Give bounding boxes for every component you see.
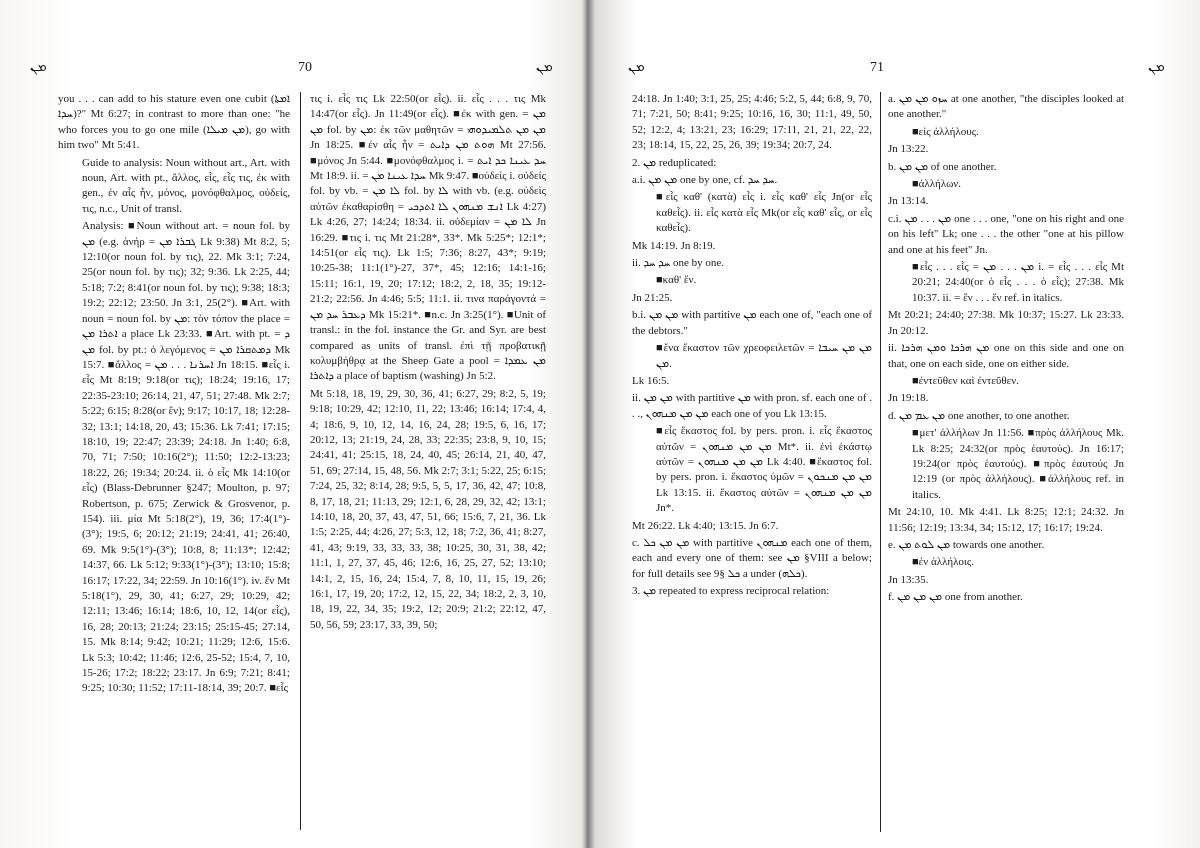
left-column-2 [310, 92, 546, 635]
entry-paragraph: Jn 13:22. [888, 143, 929, 156]
entry-paragraph: ■εἷς καθ' (κατὰ) εἷς i. εἷς καθ' εἷς Jn(or εἷς καθεἷς). ii. εἷς κατὰ εἷς Mk(or εἷς καθ' εἷς, or εἷς καθεἷς). [656, 191, 872, 235]
entry-paragraph: Mt 26:22. Lk 4:40; 13:15. Jn 6:7. [632, 519, 779, 532]
left-column-1 [58, 92, 290, 699]
entry-paragraph: Mt 5:18, 18, 19, 29, 30, 36, 41; 6:27, 29; 8:2, 5, 19; 9:18; 10:29, 42; 12:10, 11, 22; 13:46; 16:14; 17:4, 4, 4; 18:6, 9, 10, 12, 14, 16, 24, 28; 19:5, 6, 16, 17; 20:12, 13; 21:19, 24, 28, 33; 22:35; 23:8, 9, 10, 15; 24:41, 41; 25:15, 18, 24, 40, 45; 26:14, 21, 40, 47, 51, 69; 27:14, 15, 48, 56. Mk 2:7; 3:1; 5:22, 25; 6:15; 7:24, 25, 32; 8:14, 28; 9:5, 5, 5, 17, 36, 42, 47; 10:8, 8, 17, 18, 21; 11:13, 29; 12:1, 6, 28, 29, 32, 42; 13:1; 14:10, 18, 20, 37, 43, 47, 51, 66; 15:6, 7, 21, 36. Lk 1:5; 2:25, 44; 4:26, 27; 5:3, 12, 18; 7:2, 36, 41; 8:27, 41, 43; 9:19, 33, 33, 33, 38; 10:25, 30, 31, 38, 42; 11:1, 1, 27, 37, 45, 46; 12:6, 16, 25, 27, 52; 13:10; 14:1, 2, 15, 16, 24; 15:4, 7, 8, 10, 11, 15, 19, 26; 16:1, 17, 19, 20; 17:2, 12, 15, 22, 34; 18:2, 2, 3, 10, 18, 19, 22, 34, 35; 19:2, 12; 20:9; 21:2; 22:12, 47, 50, 56, 59; 23:17, 33, 39, 50; [310, 387, 546, 631]
entry-paragraph: f. ܡܢ ܡܢ ܡܢ one from another. [888, 591, 1023, 604]
entry-paragraph: b.i. ܡܢ ܡܢ with partitive ܡܢ each one of, "each one of the debtors." [632, 309, 873, 337]
entry-paragraph: Mt 24:10, 10. Mk 4:41. Lk 8:25; 12:1; 24:32. Jn 11:56; 12:19; 13:34, 34; 15:12, 17; 16:17; 19:24. [888, 506, 1124, 534]
entry-paragraph: a.i. ܡܢ ܡܢ one by one, cf. ܚܕ ܚܕ. [632, 174, 778, 187]
entry-paragraph: Analysis: ■Noun without art. = noun fol. by ܡܢ (e.g. ἀνήρ = ܓܒܪܐ ܡܢ Lk 9:38) Mt 8:2, 5; 12:10(or noun fol. by τις), 22. Mk 3:1; 7:24, 25(or noun fol. by τις); 32; 9:36. Lk 2:25, 44; 5:18; 7:2; 8:41(or noun fol. by τις); 9:38; 18:3; 19:2; 22:12; 23:50. Jn 3:1, 25(2°). ■Art. with noun = noun fol. by ܡܢ: τὸν τόπον the place = ܐܬܪܐ ܡܢ a place Lk 23:33. ■Art. with pt. = ܕ ܡܢ fol. by pt.: ὁ λεγόμενος = ܕܡܬܩܪܐ ܡܢ Mk 15:7. ■ἄλλος = ܐܚܪܢܐ . . . ܡܢ Jn 18:15. ■εἷς i. εἷς Mt 8:19; 9:18(or τις); 18:24; 19:16, 17; 22:35-23:10; 26:14, 21, 47, 51; 27:48. Mk 2:7; 5:22; 6:15; 8:28(or ἕν); 9:17; 10:17, 18; 12:28-32; 13:1; 14:18, 20, 43; 15:36. Lk 7:41; 17:15; 18:10, 19; 22:47; 23:39; 24:18. Jn 1:40; 6:8, 70, 71; 7:50; 10:16(2°); 11:50; 12:2-13:23; 18:22, 26; 19:34; 20:24. ii. ὁ εἷς Mk 14:10(or εἷς) (Blass-Debrunner §247; Moulton, p. 97; Robertson, p. 675; Zerwick & Grosvenor, p. 154). iii. μία Mt 5:18(2°), 19, 36; 17:4(1°)-(3°); 19:5, 6; 20:12; 21:19; 24:41, 41; 26:40, 69. Mk 9:5(1°)-(3°); 10:8, 8; 11:13*; 12:42; 14:37, 66. Lk 5:12; 9:33(1°)-(3°); 13:10; 15:8; 16:17; 17:22, 34; 22:59. Jn 10:16(1°). iv. ἕν Mt 5:18(1°), 29, 30, 41; 6:27, 29; 10:29, 42; 12:11; 13:46; 16:14; 18:6, 10, 12, 14(or εἷς), 16, 28; 20:13; 21:24; 23:15; 25:15-45; 27:14, 15. Mk 8:14; 9:42; 10:21; 11:29; 12:6, 15:6. Lk 5:3; 10:42; 11:46; 12:6, 25-52; 15:4, 7, 10, 15-26; 17:2; 18:22; 23:17. Jn 6:9; 7:21; 8:41; 9:25; 10:30; 11:52; 17:11-18:14, 39; 20:7. ■εἷς [82, 220, 290, 695]
entry-paragraph: c.i. ܡܢ . . . ܡܢ one . . . one, "one on his right and one on his left" Lk; one . . . the other "one at his pillow and one at his feet" Jn. [888, 212, 1124, 256]
entry-paragraph: Mk 14:19. Jn 8:19. [632, 239, 716, 252]
entry-paragraph: τις i. εἷς τις Lk 22:50(or εἷς). ii. εἷς . . . τις Mk 14:47(or εἷς). Jn 11:49(or εἷς). ■ἐκ with gen. = ܡܢ ܡܢ fol. by ܡܢ: ἐκ τῶν μαθητῶν = ܡܢ ܡܢ ܬܠܡܝܕܘܗܝ Jn 18:25. ■ἐν αἷς ἦν = ܗܘܬ ܡܢ ܕܐܝܬ Mt 27:56. ■μόνος Jn 5:44. ■μονόφθαλμος i. = ܚܕ ܥܝܢܐ ܟܕ ܐܝܬ Mt 18:9. ii. = ܚܕܐ ܥܝܢܐ ܡܢ Mk 9:47. ■οὐδείς i. οὐδείς fol. by vb. = ܠܐ ܡܢ fol. by ܠܐ with vb. (e.g. οὐδεὶς αὐτῶν ἐκαθαρίσθη = ܐܢܫ ܡܢܗܘܢ ܠܐ ܐܬܕܟܝ Lk 4:27) Lk 4:26, 27; 14:24; 18:34. ii. οὐδεμίαν = ܠܐ ܡܢ Jn 16:29. ■τις i. τις Mt 21:28*, 33*. Mk 5:25*; 12:1*; 14:51(or εἷς τις). Lk 1:5; 7:36; 8:27, 43*; 9:19; 10:25-38; 11:1(1°)-27, 37*, 45; 12:16; 14:1-16; 15:11; 16:1, 19, 20; 17:12; 18:2, 2, 18, 35; 19:12-21:2; 22:56. Jn 4:46; 5:5; 11:1. ii. τινα παράγοντά = ܕܥܒܪ ܚܕ ܡܢ Mk 15:21*. ■n.c. Jn 3:25(1°). ■Unit of transl.: in the fol. instance the Gr. and Syr. are best compared as units of transl. ἐπὶ τῇ προβατικῇ κολυμβήθρᾳ at the Sheep Gate a pool = ܡܢ ܥܡܕܐ ܕܐܬܪܐ a place of baptism (washing) Jn 5:2. [310, 93, 547, 383]
right-page-number: 71 [870, 60, 884, 75]
column-divider [300, 92, 301, 830]
entry-paragraph: ii. ܡܢ ܡܢ with partitive ܡܢ with pron. sf. each one of . . ., ܡܢ ܡܢ ܡܢܗܘܢ each one of you Lk 13:15. [632, 392, 872, 420]
entry-paragraph: b. ܡܢ ܡܢ of one another. [888, 160, 997, 173]
entry-paragraph: ■ἀλλήλων. [912, 178, 962, 191]
entry-paragraph: d. ܡܢ ܥܡ ܡܢ one another, to one another. [888, 409, 1070, 422]
entry-paragraph: a. ܚܙܘ ܡܢ ܡܢ at one another, "the disciples looked at one another." [888, 93, 1125, 121]
entry-paragraph: ■μετ' ἀλλήλων Jn 11:56. ■πρὸς ἀλλήλους Mk. Lk 8:25; 24:32(or πρὸς ἑαυτούς). Jn 16:17; 19:24(or πρὸς ἑαυτούς). ■πρὸς ἑαυτούς Jn 12:19 (or πρὸς ἀλλήλους). ■ἀλλήλους ref. in italics. [912, 427, 1124, 501]
entry-paragraph: Mt 20:21; 24:40; 27:38. Mk 10:37; 15:27. Lk 23:33. Jn 20:12. [888, 309, 1124, 337]
entry-paragraph: you . . . can add to his stature even one cubit (ܐܡܬܐ ܚܕܐ)?" Mt 6:27; in contrast to more than one: "he who forces you to go one mile (ܡܢ ܡܝܠܐ), go with him two" Mt 5:41. [58, 93, 290, 152]
entry-paragraph: c. ܡܢ ܡܢ ܟܠ with partitive ܡܢܗܘܢ each one of them, each and every one of them: see ܡܢ §VIII a below; for full details see ܟܠ §9 a under (ܟܠܗ). [632, 536, 872, 580]
entry-paragraph: 3. ܡܢ repeated to express reciprocal relation: [632, 585, 830, 598]
entry-paragraph: ■εἷς . . . εἷς = ܡܢ . . . ܡܢ i. = εἷς . . . εἷς Mt 20:21; 24:40(or ὁ εἷς . . . ὁ εἷς); 27:38. Mk 10:37. ii. = ἕν . . . ἕν ref. in italics. [912, 261, 1125, 304]
entry-paragraph: Jn 13:35. [888, 573, 929, 586]
entry-paragraph: Jn 21:25. [632, 291, 673, 304]
left-page [0, 0, 590, 848]
left-header-mark-right: ܡܢ [536, 60, 553, 75]
entry-paragraph: ii. ܡܢ ܗܪܟܐ ܘܡܢ ܗܪܟܐ one on this side and one on that, one on each side, one on either side. [888, 342, 1124, 370]
entry-paragraph: ■εἷς ἕκαστος fol. by pers. pron. i. εἷς ἕκαστος αὐτῶν = ܡܢ ܡܢ ܡܢܗܘܢ Mt*. ii. ἑνὶ ἑκάστῳ αὐτῶν = ܡܢ ܡܢ ܡܢܗܘܢ Lk 4:40. ■ἕκαστος fol. by pers. pron. i. ἕκαστος ὑμῶν = ܡܢ ܡܢ ܡܢܟܘܢ Lk 13:15. ii. ἕκαστος αὐτῶν = ܡܢ ܡܢ ܡܢܗܘܢ Jn*. [656, 425, 873, 515]
right-header-mark-right: ܡܢ [1148, 60, 1165, 75]
right-page [600, 0, 1200, 848]
entry-paragraph: Jn 13:14. [888, 195, 929, 208]
right-column-2 [888, 92, 1124, 608]
entry-paragraph: ■ἕνα ἕκαστον τῶν χρεοφειλετῶν = ܡܢ ܡܢ ܚܝܒܐ ܡܢ. [656, 342, 873, 370]
entry-paragraph: ■ἐν ἀλλήλοις. [912, 556, 974, 569]
right-header-mark: ܡܢ [628, 60, 645, 75]
entry-paragraph: e. ܡܢ ܠܘܬ ܡܢ towards one another. [888, 538, 1045, 551]
entry-paragraph: ■καθ' ἕν. [656, 274, 697, 287]
entry-paragraph: Guide to analysis: Noun without art., Art. with noun, Art. with pt., ἄλλος, εἷς, εἷς τις, ἐκ with gen., ἐν αἷς ἦν, μόνος, μονόφθαλμος, οὐδείς, τις, n.c., Unit of transl. [82, 156, 290, 215]
entry-paragraph: ■ἐντεῦθεν καὶ ἐντεῦθεν. [912, 374, 1019, 387]
entry-paragraph: 2. ܡܢ reduplicated: [632, 156, 717, 169]
entry-paragraph: Jn 19:18. [888, 392, 929, 405]
right-column-1 [632, 92, 872, 602]
entry-paragraph: ■εἰς ἀλλήλους. [912, 125, 979, 138]
column-divider-right [880, 92, 881, 832]
entry-paragraph: ii. ܚܕ ܚܕ one by one. [632, 257, 725, 270]
left-header-mark: ܡܢ [30, 60, 47, 75]
left-page-number: 70 [298, 60, 312, 75]
entry-paragraph: 24:18. Jn 1:40; 3:1, 25, 25; 4:46; 5:2, 5, 44; 6:8, 9, 70, 71; 7:21, 50; 8:41; 9:25; 10:16, 16, 30; 11:1, 49, 50, 52; 12:2, 4; 13:21, 23; 16:29; 17:11, 21, 21, 22, 22, 23; 18:14, 15, 22, 25, 26, 39; 19:34; 20:7, 24. [632, 93, 872, 152]
entry-paragraph: Lk 16:5. [632, 374, 670, 387]
